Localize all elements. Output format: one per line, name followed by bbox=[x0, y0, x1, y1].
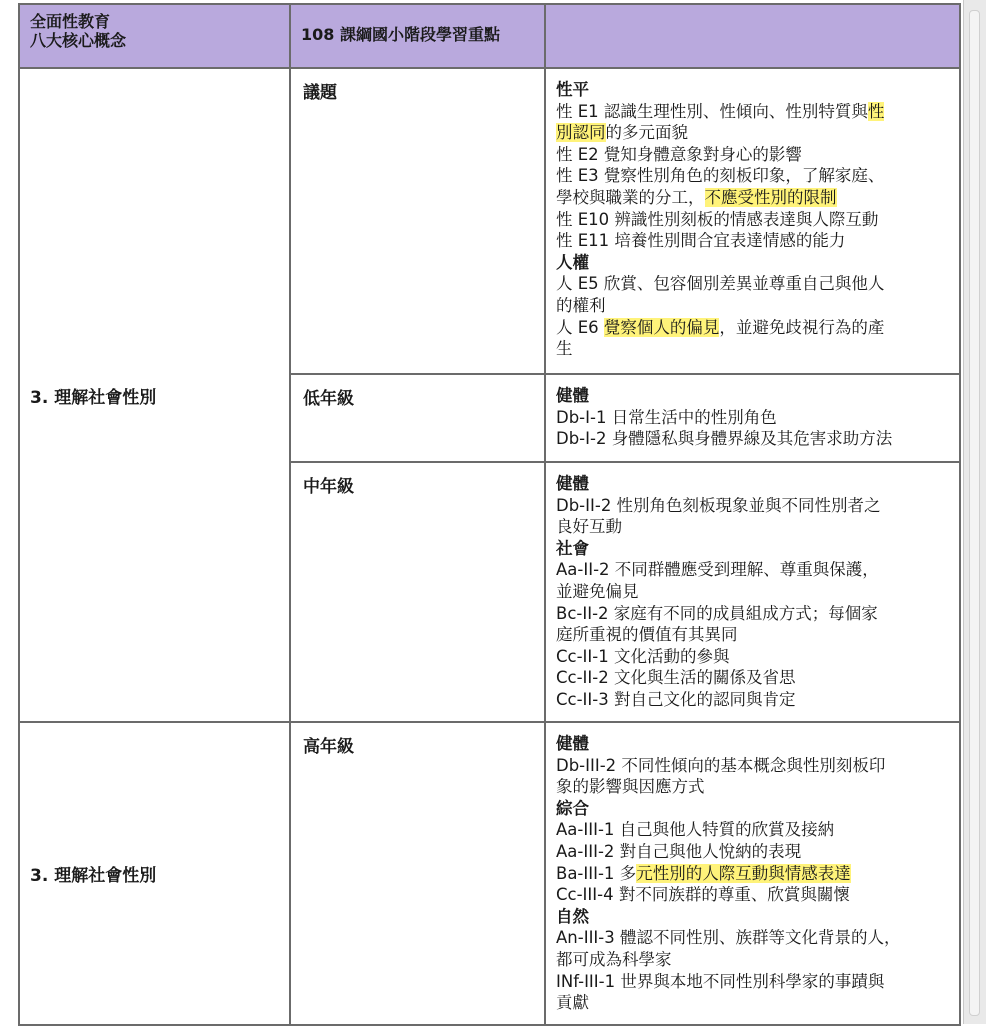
learning-item-line bbox=[556, 122, 953, 144]
subject-heading: 自然 bbox=[556, 906, 589, 926]
learning-item-line bbox=[556, 646, 953, 668]
line-text: 的多元面貌 bbox=[605, 123, 688, 143]
header-curriculum-focus-label: 108 課綱國小階段學習重點 bbox=[301, 25, 500, 44]
learning-item-line bbox=[556, 841, 953, 863]
concept-cell-1 bbox=[19, 68, 290, 722]
stage-label: 低年級 bbox=[303, 389, 354, 409]
content-cell bbox=[545, 68, 960, 374]
learning-item-line bbox=[556, 209, 953, 231]
learning-item-line bbox=[556, 407, 953, 429]
learning-item-line bbox=[556, 927, 953, 949]
learning-item-line bbox=[556, 317, 953, 339]
line-text: 生 bbox=[556, 339, 573, 359]
stage-label: 中年級 bbox=[303, 477, 354, 497]
line-text: ，並避免歧視行為的產 bbox=[719, 317, 885, 337]
line-text: 良好互動 bbox=[556, 517, 622, 537]
learning-item-line bbox=[556, 819, 953, 841]
line-text: 象的影響與因應方式 bbox=[556, 777, 705, 797]
line-text: Db-II-2 性別角色刻板現象並與不同性別者之 bbox=[556, 495, 881, 515]
learning-item-line bbox=[556, 971, 953, 993]
subject-heading: 人權 bbox=[556, 252, 589, 272]
highlighted-text: 不應受性別的限制 bbox=[704, 187, 837, 207]
line-text: 性 E10 辨識性別刻板的情感表達與人際互動 bbox=[556, 209, 879, 229]
learning-item-line bbox=[556, 495, 953, 517]
line-text: Aa-III-2 對自己與他人悅納的表現 bbox=[556, 841, 802, 861]
learning-item-line bbox=[556, 755, 953, 777]
table-row bbox=[19, 68, 960, 374]
learning-item-line bbox=[556, 295, 953, 317]
content-cell bbox=[545, 462, 960, 722]
content-cell bbox=[545, 374, 960, 462]
highlighted-text: 元性別的人際互動與情感表達 bbox=[636, 863, 851, 883]
highlighted-text: 別認同 bbox=[556, 123, 606, 143]
line-text: Db-I-1 日常生活中的性別角色 bbox=[556, 407, 777, 427]
learning-item-line bbox=[556, 992, 953, 1014]
line-text: 的權利 bbox=[556, 295, 606, 315]
learning-item-line bbox=[556, 516, 953, 538]
concept-cell-2 bbox=[19, 722, 290, 1025]
stage-cell bbox=[290, 462, 545, 722]
line-text: Bc-II-2 家庭有不同的成員組成方式；每個家 bbox=[556, 603, 878, 623]
line-text: Db-III-2 不同性傾向的基本概念與性別刻板印 bbox=[556, 755, 886, 775]
header-core-concepts bbox=[19, 4, 290, 68]
line-text: 並避免偏見 bbox=[556, 581, 639, 601]
header-core-concepts-line2: 八大核心概念 bbox=[30, 31, 127, 50]
learning-item-line bbox=[556, 101, 953, 123]
line-text: 性 E11 培養性別間合宜表達情感的能力 bbox=[556, 231, 846, 251]
line-text: 性 E3 覺察性別角色的刻板印象，了解家庭、 bbox=[556, 166, 885, 186]
stage-label: 議題 bbox=[303, 83, 337, 103]
learning-item-line bbox=[556, 338, 953, 360]
line-text: 庭所重視的價值有其異同 bbox=[556, 625, 738, 645]
learning-item-line bbox=[556, 603, 953, 625]
table-header-row bbox=[19, 4, 960, 68]
header-core-concepts-line1: 全面性教育 bbox=[30, 12, 111, 31]
table-row bbox=[19, 722, 960, 1025]
subject-heading: 綜合 bbox=[556, 798, 589, 818]
learning-item-line bbox=[556, 581, 953, 603]
learning-item-line bbox=[556, 776, 953, 798]
line-text: 人 E6 bbox=[556, 317, 604, 337]
stage-cell bbox=[290, 68, 545, 374]
line-text: Cc-II-2 文化與生活的關係及省思 bbox=[556, 668, 796, 688]
line-text: 貢獻 bbox=[556, 993, 589, 1013]
learning-item-line bbox=[556, 624, 953, 646]
header-curriculum-focus bbox=[290, 4, 545, 68]
learning-item-line bbox=[556, 187, 953, 209]
line-text: Ba-III-1 多 bbox=[556, 863, 637, 883]
learning-item-line bbox=[556, 230, 953, 252]
learning-item-line bbox=[556, 559, 953, 581]
line-text: 性 E2 覺知身體意象對身心的影響 bbox=[556, 144, 802, 164]
concept-label: 3. 理解社會性別 bbox=[30, 866, 157, 886]
line-text: Cc-II-3 對自己文化的認同與肯定 bbox=[556, 689, 796, 709]
learning-item-line bbox=[556, 165, 953, 187]
highlighted-text: 性 bbox=[867, 101, 885, 121]
line-text: Aa-II-2 不同群體應受到理解、尊重與保護， bbox=[556, 560, 879, 580]
line-text: Cc-II-1 文化活動的參與 bbox=[556, 646, 730, 666]
learning-item-line bbox=[556, 428, 953, 450]
subject-heading: 健體 bbox=[556, 474, 589, 493]
stage-cell bbox=[290, 374, 545, 462]
line-text: 性 E1 認識生理性別、性傾向、性別特質與 bbox=[556, 101, 868, 121]
page-scroll-track[interactable] bbox=[963, 0, 986, 1024]
learning-item-line bbox=[556, 273, 953, 295]
concept-label: 3. 理解社會性別 bbox=[30, 387, 157, 408]
learning-item-line bbox=[556, 667, 953, 689]
learning-item-line bbox=[556, 949, 953, 971]
line-text: 都可成為科學家 bbox=[556, 949, 672, 969]
learning-item-line bbox=[556, 863, 953, 885]
learning-item-line bbox=[556, 689, 953, 711]
subject-heading: 社會 bbox=[556, 538, 589, 558]
header-empty bbox=[545, 4, 960, 68]
highlighted-text: 覺察個人的偏見 bbox=[603, 317, 720, 337]
line-text: Cc-III-4 對不同族群的尊重、欣賞與關懷 bbox=[556, 885, 850, 905]
subject-heading: 性平 bbox=[556, 80, 589, 99]
scrollbar-thumb[interactable] bbox=[969, 10, 980, 1016]
line-text: 人 E5 欣賞、包容個別差異並尊重自己與他人 bbox=[556, 274, 885, 294]
line-text: Db-I-2 身體隱私與身體界線及其危害求助方法 bbox=[556, 429, 893, 449]
stage-label: 高年級 bbox=[303, 737, 354, 757]
curriculum-table bbox=[18, 3, 961, 1026]
subject-heading: 健體 bbox=[556, 734, 589, 753]
content-cell bbox=[545, 722, 960, 1025]
line-text: An-III-3 體認不同性別、族群等文化背景的人， bbox=[556, 928, 901, 948]
stage-cell bbox=[290, 722, 545, 1025]
learning-item-line bbox=[556, 884, 953, 906]
subject-heading: 健體 bbox=[556, 386, 589, 405]
line-text: INf-III-1 世界與本地不同性別科學家的事蹟與 bbox=[556, 971, 885, 991]
learning-item-line bbox=[556, 144, 953, 166]
line-text: 學校與職業的分工， bbox=[556, 187, 705, 207]
line-text: Aa-III-1 自己與他人特質的欣賞及接納 bbox=[556, 820, 835, 840]
